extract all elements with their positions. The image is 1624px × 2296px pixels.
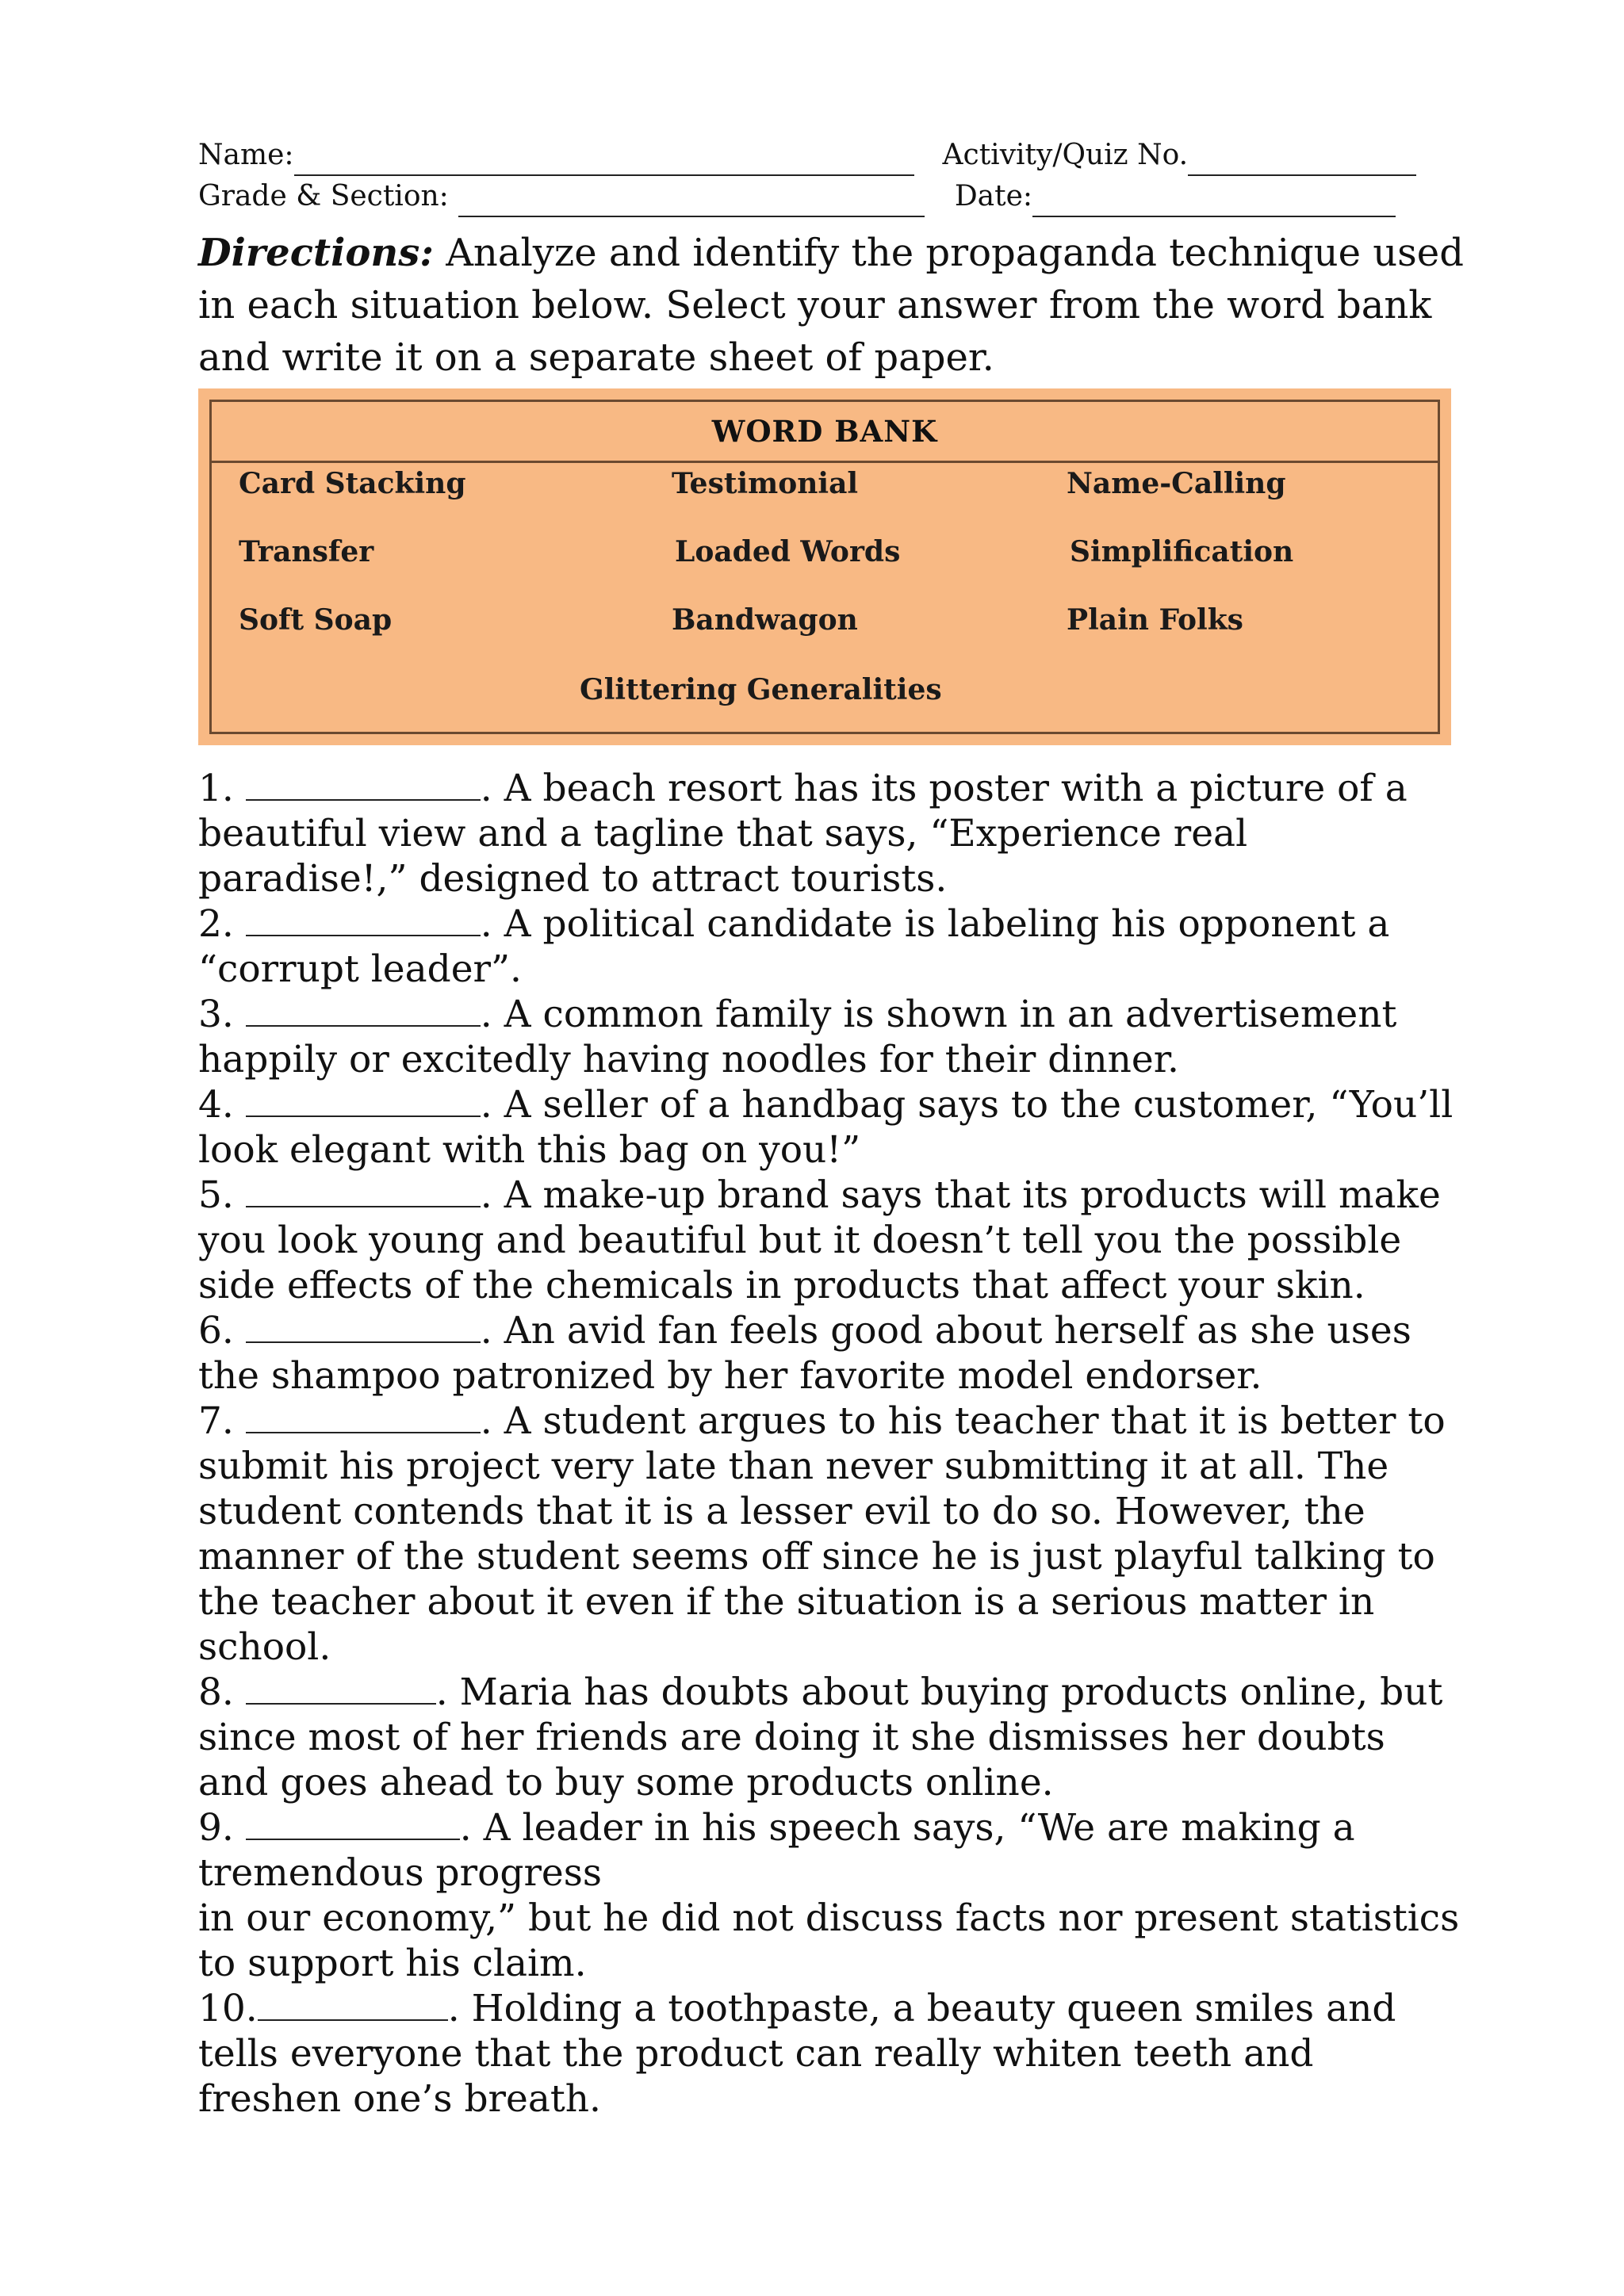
activity-label: Activity/Quiz No. (942, 139, 1189, 171)
word-bank (198, 388, 1451, 745)
question-item: 3. . A common family is shown in an advertisement happily or excitedly having noodles for their dinner. (198, 993, 1397, 1081)
answer-blank[interactable] (246, 767, 481, 801)
answer-blank[interactable] (258, 1988, 448, 2021)
directions-text: Analyze and identify the propaganda technique used in each situation below. Select your answer from the word bank and write it on a separate sheet of paper. (198, 231, 1464, 380)
date-line[interactable] (1032, 184, 1396, 217)
name-field[interactable] (198, 135, 914, 176)
date-label: Date: (954, 180, 1033, 212)
question-list (198, 766, 1467, 2122)
name-line[interactable] (294, 143, 914, 176)
question-item: 6. . An avid fan feels good about herself as she uses the shampoo patronized by her favorite model endorser. (198, 1309, 1411, 1398)
worksheet-page (198, 135, 1467, 2122)
question-item: 9. . A leader in his speech says, “We are making a tremendous progress (198, 1806, 1355, 1895)
date-field[interactable] (955, 176, 1396, 217)
word-bank-item: Plain Folks (1067, 603, 1243, 637)
word-bank-item: Loaded Words (675, 535, 901, 568)
directions (198, 227, 1467, 384)
answer-blank[interactable] (246, 993, 481, 1027)
word-bank-frame (209, 400, 1440, 734)
activity-field[interactable] (943, 135, 1417, 176)
question-item: 4. . A seller of a handbag says to the customer, “You’ll look elegant with this bag on you!” (198, 1083, 1454, 1172)
word-bank-title: WORD BANK (212, 402, 1438, 463)
word-bank-item: Testimonial (672, 467, 859, 500)
grade-section-field[interactable] (198, 176, 925, 217)
answer-blank[interactable] (246, 1310, 481, 1343)
word-bank-item: Simplification (1070, 535, 1294, 568)
word-bank-item: Card Stacking (239, 467, 466, 500)
question-item: 5. . A make-up brand says that its products will make you look young and beautiful but it doesn’t tell you the possible side effects of the chemicals in products that affect your skin. (198, 1173, 1441, 1307)
header-row-1 (198, 135, 1467, 176)
word-bank-item: Soft Soap (239, 603, 393, 637)
answer-blank[interactable] (246, 1174, 481, 1207)
word-bank-item: Transfer (239, 535, 374, 568)
question-continuation: in our economy,” but he did not discuss facts nor present statistics to support his claim. (198, 1896, 1460, 1985)
answer-blank[interactable] (246, 1084, 481, 1117)
directions-label: Directions: (198, 231, 434, 275)
answer-blank[interactable] (246, 1671, 436, 1705)
answer-blank[interactable] (246, 1400, 481, 1433)
word-bank-item: Bandwagon (672, 603, 858, 637)
answer-blank[interactable] (246, 1807, 460, 1840)
question-item: 7. . A student argues to his teacher that it is better to submit his project very late than never submitting it at all. The student contends that it is a lesser evil to do so. However, the manner of the student seems off since he is just playful talking to the teacher about it even if the situation is a serious matter in school. (198, 1399, 1446, 1669)
question-item: 1. . A beach resort has its poster with a picture of a beautiful view and a tagline that says, “Experience real paradise!,” designed to attract tourists. (198, 767, 1408, 901)
question-item: 2. . A political candidate is labeling his opponent a “corrupt leader”. (198, 902, 1390, 991)
word-bank-item: Name-Calling (1067, 467, 1286, 500)
answer-blank[interactable] (246, 903, 481, 936)
name-label: Name: (198, 139, 294, 171)
word-bank-item: Glittering Generalities (580, 673, 942, 706)
grade-section-line[interactable] (458, 184, 925, 217)
question-item: 8. . Maria has doubts about buying products online, but since most of her friends are doing it she dismisses her doubts and goes ahead to buy some products online. (198, 1670, 1443, 1804)
header-row-2 (198, 176, 1467, 217)
grade-section-label: Grade & Section: (198, 180, 449, 212)
question-item: 10. . Holding a toothpaste, a beauty queen smiles and tells everyone that the product can really whiten teeth and freshen one’s breath. (198, 1987, 1396, 2121)
activity-line[interactable] (1188, 143, 1416, 176)
